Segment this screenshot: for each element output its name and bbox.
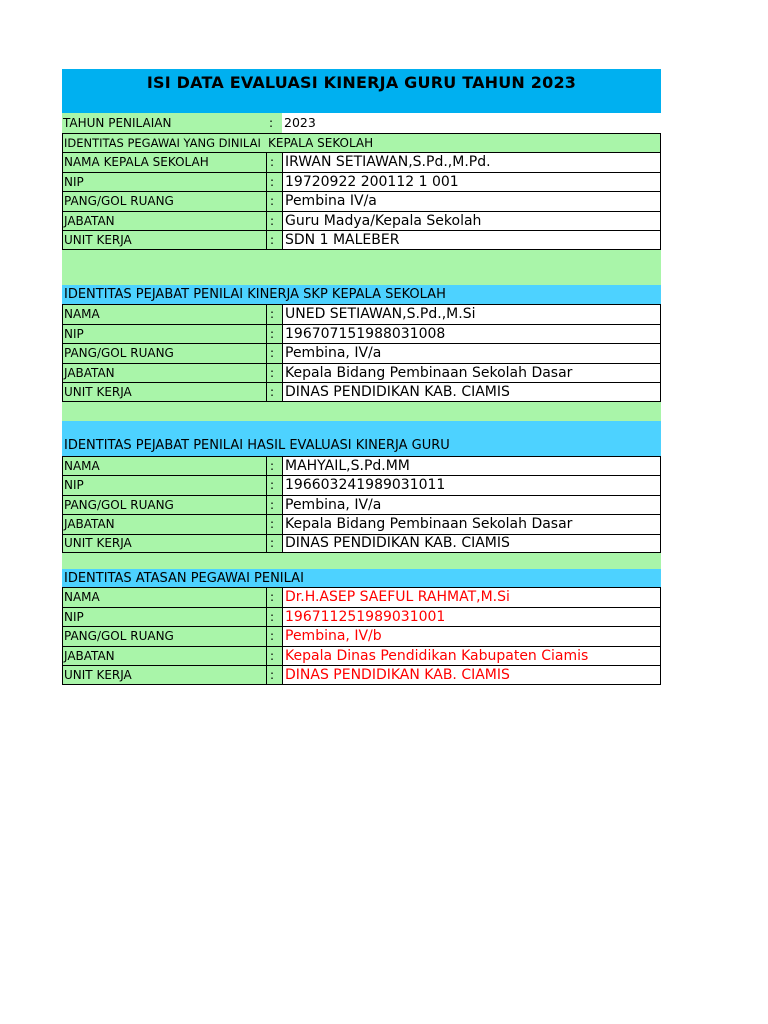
table-row <box>62 456 661 476</box>
table-row <box>62 646 661 666</box>
field-value[interactable]: DINAS PENDIDIKAN KAB. CIAMIS <box>282 382 661 402</box>
field-label: NAMA <box>62 456 266 476</box>
field-colon: : <box>266 324 282 344</box>
field-colon: : <box>266 382 282 402</box>
table-row <box>62 607 661 627</box>
tahun-colon: : <box>269 115 274 130</box>
field-label: PANG/GOL RUANG <box>62 191 266 211</box>
field-colon: : <box>266 230 282 250</box>
field-colon: : <box>266 152 282 172</box>
field-value[interactable]: Dr.H.ASEP SAEFUL RAHMAT,M.Si <box>282 587 661 607</box>
field-value[interactable]: UNED SETIAWAN,S.Pd.,M.Si <box>282 304 661 324</box>
table-row <box>62 304 661 324</box>
field-label: UNIT KERJA <box>62 230 266 250</box>
field-colon: : <box>266 211 282 231</box>
field-label: PANG/GOL RUANG <box>62 495 266 515</box>
field-colon: : <box>266 646 282 666</box>
field-label: NAMA KEPALA SEKOLAH <box>62 152 266 172</box>
field-colon: : <box>266 172 282 192</box>
page-title: ISI DATA EVALUASI KINERJA GURU TAHUN 2023 <box>146 73 577 92</box>
field-label: NAMA <box>62 587 266 607</box>
form-sheet <box>62 69 661 685</box>
section-heading: IDENTITAS PEJABAT PENILAI HASIL EVALUASI KINERJA GURU <box>64 437 450 453</box>
pegawai-header-row <box>62 133 661 153</box>
tahun-row <box>62 113 661 133</box>
table-row <box>62 665 661 685</box>
field-colon: : <box>266 607 282 627</box>
field-value[interactable]: Guru Madya/Kepala Sekolah <box>282 211 661 231</box>
field-colon: : <box>266 304 282 324</box>
table-row <box>62 534 661 554</box>
field-colon: : <box>266 626 282 646</box>
field-value[interactable]: DINAS PENDIDIKAN KAB. CIAMIS <box>282 665 661 685</box>
table-row <box>62 191 661 211</box>
field-colon: : <box>266 534 282 554</box>
field-label: NIP <box>62 475 266 495</box>
field-value[interactable]: 196707151988031008 <box>282 324 661 344</box>
field-label: UNIT KERJA <box>62 665 266 685</box>
field-value[interactable]: Kepala Bidang Pembinaan Sekolah Dasar <box>282 363 661 383</box>
table-row <box>62 343 661 363</box>
field-value[interactable]: Pembina IV/a <box>282 191 661 211</box>
table-row <box>62 382 661 402</box>
field-label: NIP <box>62 324 266 344</box>
section-spacer <box>62 402 661 421</box>
field-label: NIP <box>62 172 266 192</box>
field-label: JABATAN <box>62 211 266 231</box>
field-value[interactable]: MAHYAIL,S.Pd.MM <box>282 456 661 476</box>
field-colon: : <box>266 665 282 685</box>
field-colon: : <box>266 343 282 363</box>
table-row <box>62 230 661 250</box>
field-value[interactable]: DINAS PENDIDIKAN KAB. CIAMIS <box>282 534 661 554</box>
table-row <box>62 514 661 534</box>
section-heading-row <box>62 569 661 587</box>
field-colon: : <box>266 587 282 607</box>
field-label: JABATAN <box>62 514 266 534</box>
field-colon: : <box>266 363 282 383</box>
field-label: PANG/GOL RUANG <box>62 626 266 646</box>
field-value[interactable]: IRWAN SETIAWAN,S.Pd.,M.Pd. <box>282 152 661 172</box>
field-value[interactable]: SDN 1 MALEBER <box>282 230 661 250</box>
section-spacer <box>62 553 661 569</box>
field-value[interactable]: 196603241989031011 <box>282 475 661 495</box>
field-value[interactable]: 196711251989031001 <box>282 607 661 627</box>
section-spacer <box>62 250 661 285</box>
field-label: UNIT KERJA <box>62 534 266 554</box>
field-value[interactable]: Pembina, IV/b <box>282 626 661 646</box>
section-heading-row <box>62 285 661 305</box>
pegawai-header-label: IDENTITAS PEGAWAI YANG DINILAI <box>62 133 266 153</box>
table-row <box>62 172 661 192</box>
field-label: JABATAN <box>62 363 266 383</box>
field-colon: : <box>266 495 282 515</box>
table-row <box>62 324 661 344</box>
field-value[interactable]: Pembina, IV/a <box>282 495 661 515</box>
table-row <box>62 495 661 515</box>
field-colon: : <box>266 514 282 534</box>
table-row <box>62 626 661 646</box>
field-label: JABATAN <box>62 646 266 666</box>
field-label: PANG/GOL RUANG <box>62 343 266 363</box>
tahun-label: TAHUN PENILAIAN <box>63 115 172 130</box>
table-row <box>62 211 661 231</box>
field-colon: : <box>266 191 282 211</box>
pegawai-header-value: KEPALA SEKOLAH <box>266 133 661 153</box>
field-label: NAMA <box>62 304 266 324</box>
section-heading: IDENTITAS PEJABAT PENILAI KINERJA SKP KEPALA SEKOLAH <box>64 286 446 302</box>
table-row <box>62 475 661 495</box>
table-row <box>62 152 661 172</box>
field-colon: : <box>266 475 282 495</box>
table-row <box>62 587 661 607</box>
field-label: UNIT KERJA <box>62 382 266 402</box>
field-value[interactable]: Kepala Bidang Pembinaan Sekolah Dasar <box>282 514 661 534</box>
title-band <box>62 69 661 113</box>
section-heading: IDENTITAS ATASAN PEGAWAI PENILAI <box>64 570 304 586</box>
field-colon: : <box>266 456 282 476</box>
section-heading-band <box>62 421 661 456</box>
field-label: NIP <box>62 607 266 627</box>
table-row <box>62 363 661 383</box>
tahun-value[interactable]: 2023 <box>282 113 661 133</box>
field-value[interactable]: 19720922 200112 1 001 <box>282 172 661 192</box>
field-value[interactable]: Pembina, IV/a <box>282 343 661 363</box>
field-value[interactable]: Kepala Dinas Pendidikan Kabupaten Ciamis <box>282 646 661 666</box>
